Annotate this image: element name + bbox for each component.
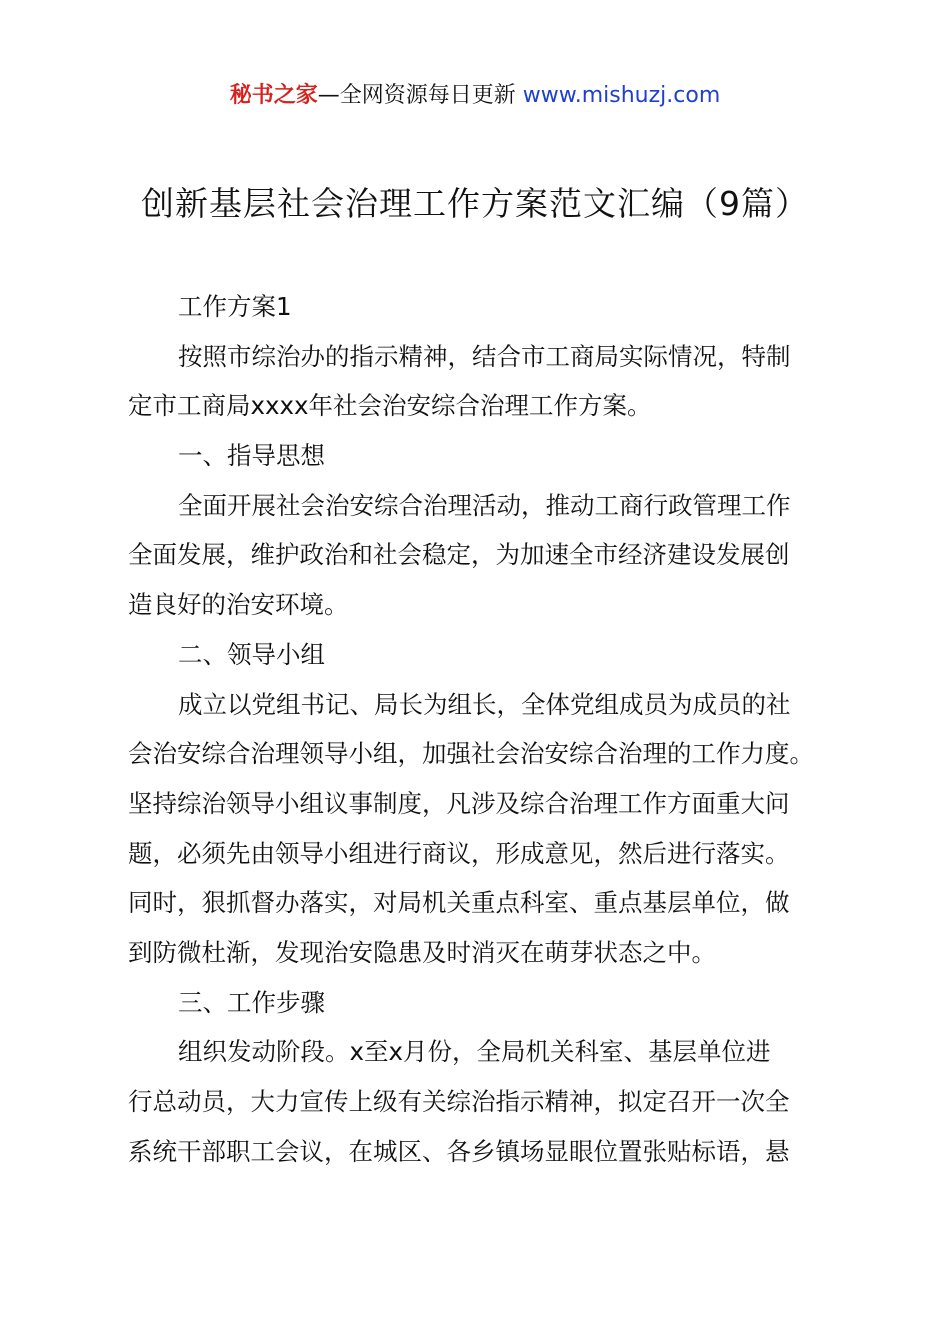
site-url-link[interactable]: www.mishuzj.com (522, 83, 721, 108)
paragraph-line: 定市工商局xxxx年社会治安综合治理工作方案。 (128, 391, 652, 421)
paragraph-line: 全面发展，维护政治和社会稳定，为加速全市经济建设发展创 (128, 540, 790, 570)
header-slogan: —全网资源每日更新 (317, 83, 523, 108)
section-heading-work-steps: 三、工作步骤 (178, 987, 325, 1017)
section-heading-plan-1: 工作方案1 (178, 292, 292, 321)
document-body (128, 282, 840, 1176)
site-header-banner (0, 80, 950, 112)
paragraph-line: 成立以党组书记、局长为组长，全体党组成员为成员的社 (178, 689, 791, 719)
paragraph-line: 造良好的治安环境。 (128, 590, 349, 620)
document-title: 创新基层社会治理工作方案范文汇编（9篇） (141, 184, 809, 223)
section-heading-leadership-group: 二、领导小组 (178, 639, 325, 669)
paragraph-line: 到防微杜渐，发现治安隐患及时消灭在萌芽状态之中。 (128, 937, 716, 967)
paragraph-line: 题，必须先由领导小组进行商议，形成意见，然后进行落实。 (128, 838, 790, 868)
section-heading-guiding-ideology: 一、指导思想 (178, 441, 325, 471)
paragraph-line: 行总动员，大力宣传上级有关综治指示精神，拟定召开一次全 (128, 1087, 790, 1116)
paragraph-line: 按照市综治办的指示精神，结合市工商局实际情况，特制 (178, 341, 791, 371)
paragraph-line: 同时，狠抓督办落实，对局机关重点科室、重点基层单位，做 (128, 888, 790, 918)
paragraph-line: 系统干部职工会议，在城区、各乡镇场显眼位置张贴标语，悬 (128, 1136, 790, 1166)
paragraph-line: 组织发动阶段。x至x月份，全局机关科室、基层单位进 (178, 1037, 771, 1067)
brand-name: 秘书之家 (229, 83, 318, 108)
paragraph-line: 会治安综合治理领导小组，加强社会治安综合治理的工作力度。 (128, 739, 814, 769)
paragraph-line: 全面开展社会治安综合治理活动，推动工商行政管理工作 (178, 490, 791, 520)
paragraph-line: 坚持综治领导小组议事制度，凡涉及综合治理工作方面重大问 (128, 788, 790, 818)
